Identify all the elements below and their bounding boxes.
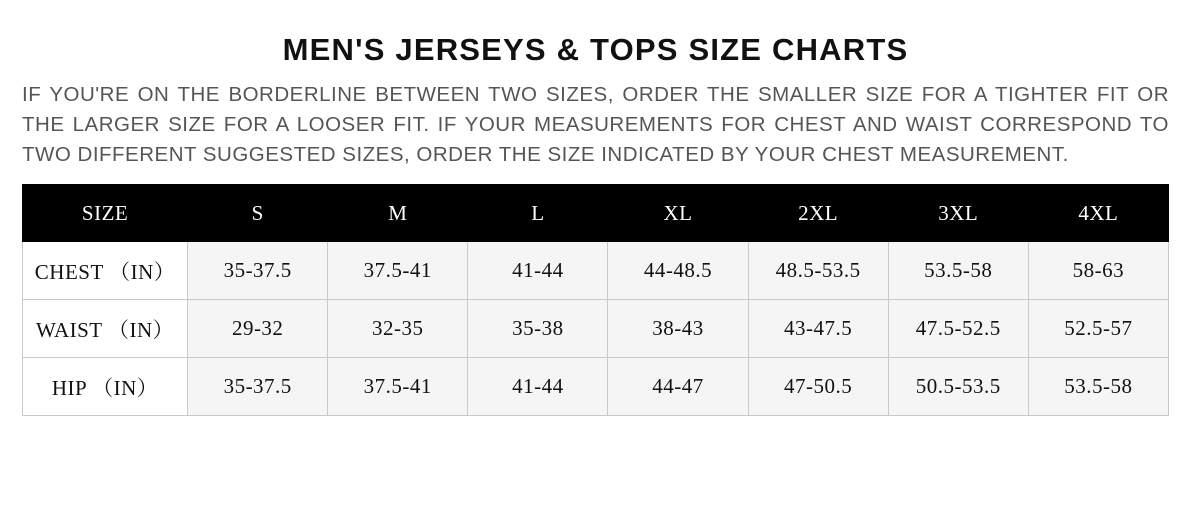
row-label-waist: WAIST （IN） xyxy=(23,300,188,358)
cell-chest-l: 41-44 xyxy=(468,242,608,300)
cell-hip-4xl: 53.5-58 xyxy=(1028,358,1168,416)
column-header-s: S xyxy=(188,185,328,242)
cell-chest-m: 37.5-41 xyxy=(328,242,468,300)
intro-paragraph: IF YOU'RE ON THE BORDERLINE BETWEEN TWO SIZES, ORDER THE SMALLER SIZE FOR A TIGHTER FIT OR THE LARGER SIZE FOR A LOOSER FIT. IF YOUR MEASUREMENTS FOR CHEST AND WAIST CORRESPOND TO TWO DIFFERENT SUGGESTED SIZES, ORDER THE SIZE INDICATED BY YOUR CHEST MEASUREMENT. xyxy=(22,83,1169,167)
cell-waist-m: 32-35 xyxy=(328,300,468,358)
cell-waist-4xl: 52.5-57 xyxy=(1028,300,1168,358)
table-row xyxy=(23,300,1169,358)
cell-waist-xl: 38-43 xyxy=(608,300,748,358)
table-header xyxy=(23,185,1169,242)
column-header-l: L xyxy=(468,185,608,242)
cell-waist-3xl: 47.5-52.5 xyxy=(888,300,1028,358)
cell-hip-s: 35-37.5 xyxy=(188,358,328,416)
cell-waist-l: 35-38 xyxy=(468,300,608,358)
cell-hip-m: 37.5-41 xyxy=(328,358,468,416)
column-header-m: M xyxy=(328,185,468,242)
cell-waist-s: 29-32 xyxy=(188,300,328,358)
column-header-3xl: 3XL xyxy=(888,185,1028,242)
table-header-row xyxy=(23,185,1169,242)
column-header-size: SIZE xyxy=(23,185,188,242)
table-body xyxy=(23,242,1169,416)
row-label-hip: HIP （IN） xyxy=(23,358,188,416)
table-row xyxy=(23,358,1169,416)
page-title: MEN'S JERSEYS & TOPS SIZE CHARTS xyxy=(282,32,909,67)
cell-chest-2xl: 48.5-53.5 xyxy=(748,242,888,300)
cell-hip-l: 41-44 xyxy=(468,358,608,416)
cell-chest-3xl: 53.5-58 xyxy=(888,242,1028,300)
cell-waist-2xl: 43-47.5 xyxy=(748,300,888,358)
size-chart-table-wrapper xyxy=(0,170,1191,416)
cell-chest-xl: 44-48.5 xyxy=(608,242,748,300)
table-row xyxy=(23,242,1169,300)
column-header-2xl: 2XL xyxy=(748,185,888,242)
cell-chest-s: 35-37.5 xyxy=(188,242,328,300)
column-header-4xl: 4XL xyxy=(1028,185,1168,242)
row-label-chest: CHEST （IN） xyxy=(23,242,188,300)
cell-hip-3xl: 50.5-53.5 xyxy=(888,358,1028,416)
column-header-xl: XL xyxy=(608,185,748,242)
cell-chest-4xl: 58-63 xyxy=(1028,242,1168,300)
cell-hip-2xl: 47-50.5 xyxy=(748,358,888,416)
size-chart-table xyxy=(22,184,1169,416)
cell-hip-xl: 44-47 xyxy=(608,358,748,416)
